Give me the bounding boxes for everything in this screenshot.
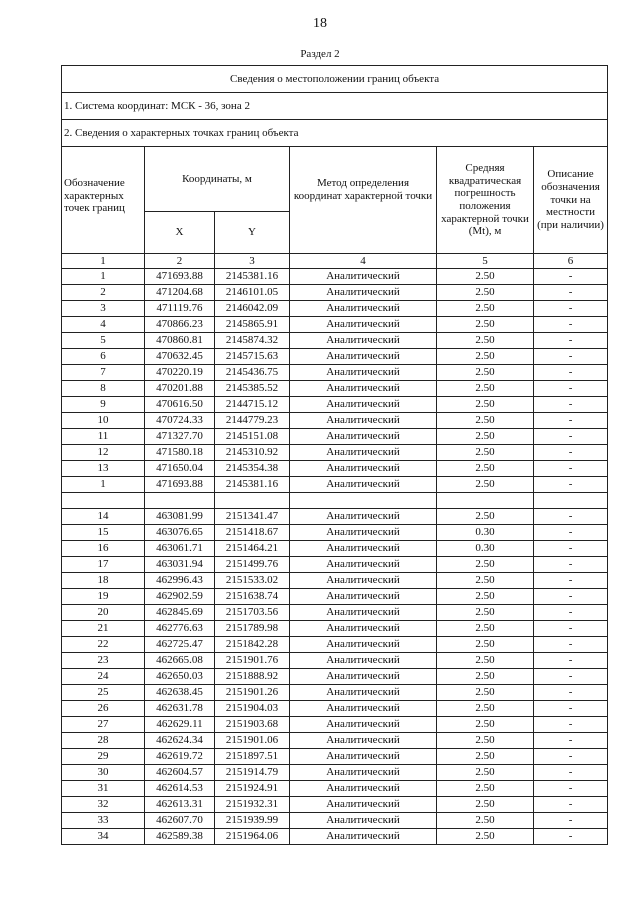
- description: -: [534, 621, 608, 637]
- point-number: 27: [62, 717, 145, 733]
- table-row: [62, 477, 608, 493]
- coord-x: 471693.88: [145, 477, 215, 493]
- error-value: 2.50: [437, 429, 534, 445]
- description: -: [534, 765, 608, 781]
- description: -: [534, 589, 608, 605]
- point-number: 33: [62, 813, 145, 829]
- method: Аналитический: [290, 813, 437, 829]
- point-number: 17: [62, 557, 145, 573]
- coord-y: 2151901.26: [215, 685, 290, 701]
- coord-x: 470632.45: [145, 349, 215, 365]
- error-value: 2.50: [437, 365, 534, 381]
- column-number: 5: [437, 254, 534, 269]
- header-coordinates: Координаты, м: [145, 147, 290, 212]
- column-number: 2: [145, 254, 215, 269]
- method: Аналитический: [290, 509, 437, 525]
- error-value: 2.50: [437, 381, 534, 397]
- method: Аналитический: [290, 701, 437, 717]
- table-row: [62, 429, 608, 445]
- coord-x: 462725.47: [145, 637, 215, 653]
- coord-y: 2144779.23: [215, 413, 290, 429]
- coord-y: 2151842.28: [215, 637, 290, 653]
- table-row: [62, 461, 608, 477]
- coord-x: 471580.18: [145, 445, 215, 461]
- method: Аналитический: [290, 653, 437, 669]
- table-row: [62, 701, 608, 717]
- error-value: 2.50: [437, 797, 534, 813]
- table-row: [62, 685, 608, 701]
- coord-x: 470724.33: [145, 413, 215, 429]
- coord-y: 2151964.06: [215, 829, 290, 845]
- table-row: [62, 285, 608, 301]
- method: Аналитический: [290, 301, 437, 317]
- coord-y: 2145381.16: [215, 269, 290, 285]
- table-row: [62, 445, 608, 461]
- point-number: 16: [62, 541, 145, 557]
- coord-y: 2151914.79: [215, 765, 290, 781]
- error-value: 2.50: [437, 397, 534, 413]
- method: Аналитический: [290, 733, 437, 749]
- coord-y: 2151903.68: [215, 717, 290, 733]
- point-number: 4: [62, 317, 145, 333]
- error-value: 2.50: [437, 285, 534, 301]
- method: [290, 493, 437, 509]
- description: -: [534, 701, 608, 717]
- header-method: Метод определения координат характерной точки: [290, 147, 437, 254]
- method: Аналитический: [290, 541, 437, 557]
- description: -: [534, 717, 608, 733]
- point-number: 9: [62, 397, 145, 413]
- description: -: [534, 781, 608, 797]
- coord-x: 462665.08: [145, 653, 215, 669]
- point-number: 11: [62, 429, 145, 445]
- point-number: 18: [62, 573, 145, 589]
- table-row: [62, 637, 608, 653]
- coord-y: 2151932.31: [215, 797, 290, 813]
- point-number: 6: [62, 349, 145, 365]
- table-row: [62, 317, 608, 333]
- method: Аналитический: [290, 365, 437, 381]
- description: -: [534, 605, 608, 621]
- method: Аналитический: [290, 669, 437, 685]
- description: -: [534, 349, 608, 365]
- table-row: [62, 733, 608, 749]
- error-value: 0.30: [437, 541, 534, 557]
- coord-x: 471650.04: [145, 461, 215, 477]
- description: -: [534, 429, 608, 445]
- points-heading: 2. Сведения о характерных точках границ объекта: [62, 120, 608, 147]
- coord-x: 462619.72: [145, 749, 215, 765]
- error-value: 2.50: [437, 717, 534, 733]
- coord-y: [215, 493, 290, 509]
- description: -: [534, 813, 608, 829]
- point-number: 25: [62, 685, 145, 701]
- point-number: 2: [62, 285, 145, 301]
- coord-y: 2144715.12: [215, 397, 290, 413]
- method: Аналитический: [290, 717, 437, 733]
- coord-x: 463081.99: [145, 509, 215, 525]
- error-value: 2.50: [437, 765, 534, 781]
- point-number: 5: [62, 333, 145, 349]
- coord-y: 2145436.75: [215, 365, 290, 381]
- error-value: 2.50: [437, 605, 534, 621]
- coord-x: 471693.88: [145, 269, 215, 285]
- description: -: [534, 749, 608, 765]
- column-number: 6: [534, 254, 608, 269]
- point-number: 1: [62, 269, 145, 285]
- point-number: 22: [62, 637, 145, 653]
- coord-y: 2151924.91: [215, 781, 290, 797]
- method: Аналитический: [290, 349, 437, 365]
- error-value: 2.50: [437, 589, 534, 605]
- coord-x: 471119.76: [145, 301, 215, 317]
- table-row: [62, 765, 608, 781]
- error-value: 2.50: [437, 573, 534, 589]
- point-number: 1: [62, 477, 145, 493]
- point-number: 10: [62, 413, 145, 429]
- coord-x: 462607.70: [145, 813, 215, 829]
- error-value: 2.50: [437, 445, 534, 461]
- coord-y: 2151499.76: [215, 557, 290, 573]
- description: -: [534, 381, 608, 397]
- description: -: [534, 397, 608, 413]
- coord-x: 462614.53: [145, 781, 215, 797]
- point-number: 20: [62, 605, 145, 621]
- description: -: [534, 477, 608, 493]
- coord-x: 463076.65: [145, 525, 215, 541]
- header-y: Y: [215, 212, 290, 254]
- table-row: [62, 669, 608, 685]
- coord-x: 470866.23: [145, 317, 215, 333]
- coord-x: 462604.57: [145, 765, 215, 781]
- description: -: [534, 525, 608, 541]
- point-number: 28: [62, 733, 145, 749]
- description: -: [534, 797, 608, 813]
- column-number: 1: [62, 254, 145, 269]
- coordinate-system: 1. Система координат: МСК - 36, зона 2: [62, 93, 608, 120]
- coord-y: 2146101.05: [215, 285, 290, 301]
- method: Аналитический: [290, 477, 437, 493]
- coord-x: 462631.78: [145, 701, 215, 717]
- header-designation: Обозначение характерных точек границ: [62, 147, 145, 254]
- boundary-points-table: [61, 65, 608, 845]
- header-x: X: [145, 212, 215, 254]
- column-number: 4: [290, 254, 437, 269]
- coord-y: 2145874.32: [215, 333, 290, 349]
- coord-x: 470201.88: [145, 381, 215, 397]
- error-value: 2.50: [437, 413, 534, 429]
- coord-x: 462650.03: [145, 669, 215, 685]
- method: Аналитический: [290, 573, 437, 589]
- column-numbers-row: [62, 254, 608, 269]
- table-row: [62, 557, 608, 573]
- description: -: [534, 573, 608, 589]
- table-row: [62, 365, 608, 381]
- description: -: [534, 541, 608, 557]
- description: -: [534, 733, 608, 749]
- method: Аналитический: [290, 317, 437, 333]
- table-row: [62, 413, 608, 429]
- point-number: 34: [62, 829, 145, 845]
- header-description: Описание обозначения точки на местности (при наличии): [534, 147, 608, 254]
- coord-y: 2151901.06: [215, 733, 290, 749]
- header-error: Средняя квадратическая погрешность положения характерной точки (Mt), м: [437, 147, 534, 254]
- table-row: [62, 621, 608, 637]
- coord-x: 462624.34: [145, 733, 215, 749]
- table-row: [62, 381, 608, 397]
- description: -: [534, 333, 608, 349]
- description: -: [534, 461, 608, 477]
- page-number: 18: [313, 16, 327, 31]
- error-value: 2.50: [437, 477, 534, 493]
- table-row: [62, 829, 608, 845]
- error-value: 2.50: [437, 317, 534, 333]
- column-number: 3: [215, 254, 290, 269]
- coord-y: 2145310.92: [215, 445, 290, 461]
- error-value: 2.50: [437, 653, 534, 669]
- description: -: [534, 829, 608, 845]
- table-row: [62, 301, 608, 317]
- coord-y: 2151901.76: [215, 653, 290, 669]
- method: Аналитический: [290, 269, 437, 285]
- error-value: 2.50: [437, 781, 534, 797]
- coord-x: 463061.71: [145, 541, 215, 557]
- error-value: 2.50: [437, 301, 534, 317]
- point-number: 30: [62, 765, 145, 781]
- coord-x: 471327.70: [145, 429, 215, 445]
- error-value: 2.50: [437, 621, 534, 637]
- table-row: [62, 653, 608, 669]
- coord-y: 2151888.92: [215, 669, 290, 685]
- table-row: [62, 573, 608, 589]
- error-value: 2.50: [437, 461, 534, 477]
- coord-x: 462845.69: [145, 605, 215, 621]
- table-row: [62, 797, 608, 813]
- coord-y: 2151638.74: [215, 589, 290, 605]
- error-value: 2.50: [437, 701, 534, 717]
- coord-y: 2145381.16: [215, 477, 290, 493]
- coord-x: 462589.38: [145, 829, 215, 845]
- table-row: [62, 509, 608, 525]
- point-number: 19: [62, 589, 145, 605]
- point-number: 26: [62, 701, 145, 717]
- method: Аналитический: [290, 557, 437, 573]
- method: Аналитический: [290, 749, 437, 765]
- point-number: 31: [62, 781, 145, 797]
- coord-y: 2145715.63: [215, 349, 290, 365]
- description: -: [534, 445, 608, 461]
- description: -: [534, 637, 608, 653]
- error-value: 2.50: [437, 509, 534, 525]
- error-value: 2.50: [437, 829, 534, 845]
- error-value: 2.50: [437, 349, 534, 365]
- coord-y: 2151904.03: [215, 701, 290, 717]
- coord-y: 2151464.21: [215, 541, 290, 557]
- coord-x: [145, 493, 215, 509]
- point-number: 3: [62, 301, 145, 317]
- point-number: 15: [62, 525, 145, 541]
- description: -: [534, 509, 608, 525]
- table-row: [62, 349, 608, 365]
- table-title: Сведения о местоположении границ объекта: [62, 66, 608, 93]
- method: Аналитический: [290, 605, 437, 621]
- description: -: [534, 317, 608, 333]
- error-value: 0.30: [437, 525, 534, 541]
- coord-x: 471204.68: [145, 285, 215, 301]
- coord-y: 2146042.09: [215, 301, 290, 317]
- method: Аналитический: [290, 397, 437, 413]
- coord-x: 470860.81: [145, 333, 215, 349]
- table-row: [62, 397, 608, 413]
- table-row: [62, 605, 608, 621]
- point-number: 32: [62, 797, 145, 813]
- coord-x: 462613.31: [145, 797, 215, 813]
- coord-y: 2151418.67: [215, 525, 290, 541]
- table-row: [62, 589, 608, 605]
- method: Аналитический: [290, 461, 437, 477]
- table-row: [62, 541, 608, 557]
- coord-y: 2151789.98: [215, 621, 290, 637]
- description: -: [534, 653, 608, 669]
- description: -: [534, 413, 608, 429]
- error-value: 2.50: [437, 269, 534, 285]
- description: -: [534, 269, 608, 285]
- point-number: 21: [62, 621, 145, 637]
- error-value: [437, 493, 534, 509]
- coord-y: 2151939.99: [215, 813, 290, 829]
- coord-x: 462902.59: [145, 589, 215, 605]
- method: Аналитический: [290, 781, 437, 797]
- error-value: 2.50: [437, 637, 534, 653]
- point-number: 29: [62, 749, 145, 765]
- coord-x: 462629.11: [145, 717, 215, 733]
- table-row: [62, 717, 608, 733]
- coord-y: 2151897.51: [215, 749, 290, 765]
- table-row: [62, 781, 608, 797]
- coord-x: 470616.50: [145, 397, 215, 413]
- coord-y: 2145354.38: [215, 461, 290, 477]
- error-value: 2.50: [437, 813, 534, 829]
- error-value: 2.50: [437, 557, 534, 573]
- coord-x: 463031.94: [145, 557, 215, 573]
- description: -: [534, 685, 608, 701]
- table-row: [62, 525, 608, 541]
- method: Аналитический: [290, 333, 437, 349]
- point-number: 24: [62, 669, 145, 685]
- method: Аналитический: [290, 685, 437, 701]
- coord-y: 2145151.08: [215, 429, 290, 445]
- table-row: [62, 493, 608, 509]
- coord-y: 2151533.02: [215, 573, 290, 589]
- error-value: 2.50: [437, 333, 534, 349]
- method: Аналитический: [290, 765, 437, 781]
- error-value: 2.50: [437, 733, 534, 749]
- table-body: [62, 269, 608, 845]
- point-number: 12: [62, 445, 145, 461]
- method: Аналитический: [290, 621, 437, 637]
- method: Аналитический: [290, 285, 437, 301]
- coord-x: 462638.45: [145, 685, 215, 701]
- section-title: Раздел 2: [300, 48, 340, 60]
- table-row: [62, 333, 608, 349]
- method: Аналитический: [290, 429, 437, 445]
- coord-y: 2145385.52: [215, 381, 290, 397]
- point-number: 13: [62, 461, 145, 477]
- point-number: 8: [62, 381, 145, 397]
- coord-y: 2151703.56: [215, 605, 290, 621]
- method: Аналитический: [290, 797, 437, 813]
- description: [534, 493, 608, 509]
- point-number: 23: [62, 653, 145, 669]
- point-number: 14: [62, 509, 145, 525]
- method: Аналитический: [290, 589, 437, 605]
- error-value: 2.50: [437, 685, 534, 701]
- method: Аналитический: [290, 637, 437, 653]
- method: Аналитический: [290, 413, 437, 429]
- coord-y: 2151341.47: [215, 509, 290, 525]
- point-number: [62, 493, 145, 509]
- description: -: [534, 557, 608, 573]
- description: -: [534, 669, 608, 685]
- coord-x: 470220.19: [145, 365, 215, 381]
- coord-x: 462776.63: [145, 621, 215, 637]
- error-value: 2.50: [437, 669, 534, 685]
- method: Аналитический: [290, 829, 437, 845]
- description: -: [534, 285, 608, 301]
- method: Аналитический: [290, 525, 437, 541]
- table-row: [62, 813, 608, 829]
- method: Аналитический: [290, 445, 437, 461]
- description: -: [534, 301, 608, 317]
- table-row: [62, 749, 608, 765]
- table-row: [62, 269, 608, 285]
- coord-x: 462996.43: [145, 573, 215, 589]
- point-number: 7: [62, 365, 145, 381]
- error-value: 2.50: [437, 749, 534, 765]
- coord-y: 2145865.91: [215, 317, 290, 333]
- description: -: [534, 365, 608, 381]
- method: Аналитический: [290, 381, 437, 397]
